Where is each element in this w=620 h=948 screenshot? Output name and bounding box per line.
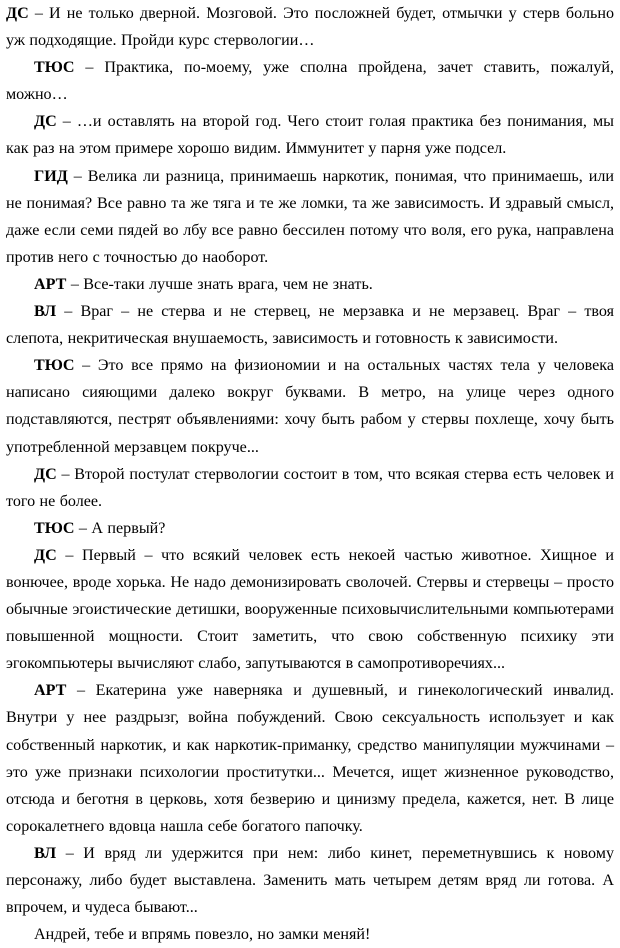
paragraph-2 xyxy=(6,54,614,108)
speaker-name: АРТ xyxy=(34,682,67,700)
paragraph-8 xyxy=(6,461,614,515)
paragraph-7 xyxy=(6,352,614,460)
paragraph-9 xyxy=(6,515,614,542)
paragraph-13 xyxy=(6,921,614,948)
paragraph-text: – Второй постулат стервологии состоит в том, что всякая стерва есть человек и того не более. xyxy=(6,465,614,510)
speaker-name: АРТ xyxy=(34,275,67,293)
paragraph-text: – Все-таки лучше знать врага, чем не знать. xyxy=(66,275,373,293)
speaker-name: ДС xyxy=(6,5,29,22)
paragraph-10 xyxy=(6,542,614,677)
paragraph-text: – …и оставлять на второй год. Чего стоит голая практика без понимания, мы как раз на этом примере хорошо видим. Иммунитет у парня уже подсел. xyxy=(6,113,614,158)
paragraph-text: – Это все прямо на физиономии и на остальных частях тела у человека написано сияющими далеко вокруг буквами. В метро, на улице через одного подставляются, пестрят объявлениями: хочу быть рабом у стервы похлеще, хочу быть употребленной мерзавцем покруче... xyxy=(6,357,614,456)
paragraph-6 xyxy=(6,298,614,352)
paragraph-3 xyxy=(6,108,614,162)
speaker-name: ГИД xyxy=(34,167,68,185)
paragraph-text: – И вряд ли удержится при нем: либо кинет, переметнувшись к новому персонажу, либо будет выставлена. Заменить мать четырем детям вряд ли готова. А впрочем, и чудеса бывают... xyxy=(6,844,614,917)
paragraph-text: – Первый – что всякий человек есть некоей частью животное. Хищное и вонючее, вроде хорька. Не надо демонизировать сволочей. Стервы и стервецы – просто обычные эгоистические детишки, вооруженные психовычислительными компьютерами повышенной мощности. Стоит заметить, что свою собственную психику эти эгокомпьютеры вычисляют слабо, запутываются в самопротиворечиях... xyxy=(6,546,614,673)
paragraph-text: – И не только дверной. Мозговой. Это посложней будет, отмычки у стерв больно уж подходящие. Пройди курс стервологии… xyxy=(6,5,614,50)
paragraph-1 xyxy=(6,0,614,54)
speaker-name: ТЮС xyxy=(34,357,75,375)
paragraph-text: – Враг – не стерва и не стервец, не мерзавка и не мерзавец. Враг – твоя слепота, некритическая внушаемость, зависимость и готовность к зависимости. xyxy=(6,303,614,348)
paragraph-text: Андрей, тебе и впрямь повезло, но замки меняй! xyxy=(34,926,371,944)
speaker-name: ДС xyxy=(34,546,57,564)
speaker-name: ТЮС xyxy=(34,519,75,537)
paragraph-text: – Велика ли разница, принимаешь наркотик, понимая, что принимаешь, или не понимая? Все равно та же тяга и те же ломки, та же зависимость. И здравый смысл, даже если семи пядей во лбу все равно бессилен потому что воля, его рука, направлена против него с точностью до наоборот. xyxy=(6,167,614,266)
paragraph-text: – Практика, по-моему, уже сполна пройдена, зачет ставить, пожалуй, можно… xyxy=(6,59,614,104)
paragraph-11 xyxy=(6,677,614,840)
paragraph-12 xyxy=(6,840,614,921)
paragraph-text: – А первый? xyxy=(74,519,166,537)
paragraph-text: – Екатерина уже наверняка и душевный, и гинекологический инвалид. Внутри у нее раздрызг, война побуждений. Свою сексуальность использует и как собственный наркотик, и как наркотик-приманку, средство манипуляции мужчинами – это уже признаки психологии проститутки... Мечется, ищет жизненное руководство, отсюда и беготня в церковь, хотя безверию и цинизму предела, кажется, нет. В лице сорокалетнего вдовца нашла себе богатого папочку. xyxy=(6,682,614,835)
speaker-name: ТЮС xyxy=(34,59,75,77)
speaker-name: ВЛ xyxy=(34,844,57,862)
paragraph-5 xyxy=(6,271,614,298)
speaker-name: ВЛ xyxy=(34,303,57,321)
speaker-name: ДС xyxy=(34,465,57,483)
speaker-name: ДС xyxy=(34,113,57,131)
paragraph-4 xyxy=(6,163,614,271)
